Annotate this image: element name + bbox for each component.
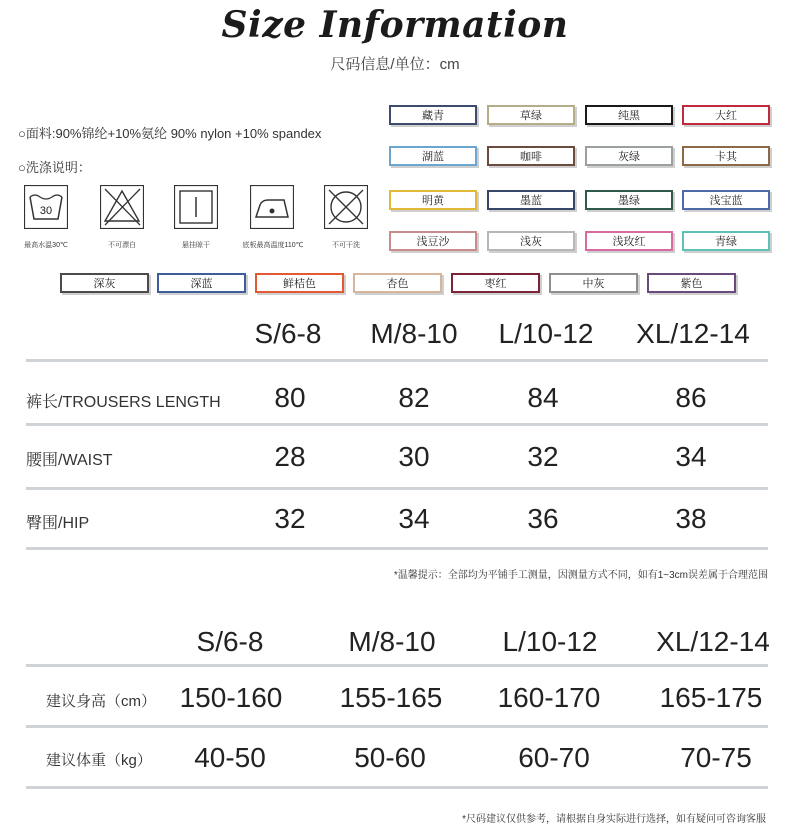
measurement-note: *温馨提示：全部均为平铺手工测量，因测量方式不同，如有1~3cm误差属于合理范围: [393, 570, 768, 581]
color-chip[interactable]: [585, 146, 673, 166]
color-chip-label: 枣红: [484, 278, 507, 290]
color-chip[interactable]: [682, 190, 770, 210]
wash-temp-number: 30: [39, 205, 53, 217]
color-chip-label: 浅豆沙: [416, 236, 450, 248]
color-chip[interactable]: [549, 273, 638, 293]
color-chip-label: 墨蓝: [520, 195, 542, 207]
color-chip-label: 深灰: [93, 278, 116, 290]
page-subtitle: 尺码信息/单位：cm: [330, 56, 460, 73]
size-header: M/8-10: [348, 626, 436, 657]
table-divider: [26, 786, 768, 789]
color-chip-label: 明黄: [422, 195, 444, 207]
table-cell: 80: [274, 382, 306, 413]
row-label-height: 建议身高（cm）: [46, 693, 156, 710]
material-info: ○面料:90%锦纶+10%氨纶 90% nylon +10% spandex: [18, 126, 322, 141]
table-divider: [26, 725, 768, 728]
table-divider: [26, 359, 768, 362]
color-chip-label: 紫色: [680, 278, 703, 290]
table-cell: 50-60: [354, 742, 426, 773]
table-divider: [26, 423, 768, 426]
table-cell: 38: [675, 503, 707, 534]
wash-label-no-dry-clean: 不可干洗: [332, 242, 360, 249]
page-title: Size Information: [221, 4, 569, 46]
size-header: XL/12-14: [636, 318, 750, 349]
color-chip-label: 卡其: [715, 151, 737, 163]
row-label-weight: 建议体重（kg）: [46, 752, 152, 769]
wash-30-icon: [24, 185, 68, 229]
table-cell: 32: [274, 503, 306, 534]
color-chip-label: 纯黑: [618, 110, 640, 122]
wash-instructions-title: ○洗涤说明：: [18, 160, 91, 175]
color-chip[interactable]: [157, 273, 246, 293]
color-chip[interactable]: [682, 146, 770, 166]
color-chip-label: 深蓝: [190, 278, 213, 290]
color-chip[interactable]: [487, 190, 575, 210]
color-chip[interactable]: [353, 273, 442, 293]
color-chip-label: 墨绿: [618, 195, 640, 207]
no-bleach-icon: [100, 185, 144, 229]
size-header: M/8-10: [370, 318, 458, 349]
color-chip[interactable]: [682, 105, 770, 125]
table-divider: [26, 664, 768, 667]
table-cell: 160-170: [497, 682, 601, 713]
color-chip-label: 青绿: [715, 236, 737, 248]
color-chip-label: 浅宝蓝: [709, 195, 743, 207]
size-advice-note: *尺码建议仅供参考，请根据自身实际进行选择，如有疑问可咨询客服: [462, 814, 766, 825]
size-header: L/10-12: [498, 318, 594, 349]
table-cell: 34: [398, 503, 430, 534]
color-chip[interactable]: [487, 231, 575, 251]
color-chip[interactable]: [487, 146, 575, 166]
wash-label-temp: 最高水温30℃: [24, 242, 68, 249]
wash-label-hang-dry: 悬挂晾干: [182, 242, 210, 249]
color-chip[interactable]: [389, 105, 477, 125]
color-chip[interactable]: [389, 146, 477, 166]
color-chip[interactable]: [451, 273, 540, 293]
hang-dry-icon: [174, 185, 218, 229]
color-chip[interactable]: [585, 190, 673, 210]
table-cell: 36: [527, 503, 559, 534]
table-cell: 84: [527, 382, 559, 413]
table-divider: [26, 487, 768, 490]
color-chip[interactable]: [682, 231, 770, 251]
table-cell: 30: [398, 441, 430, 472]
size-header: XL/12-14: [656, 626, 770, 657]
color-chip[interactable]: [389, 190, 477, 210]
table-cell: 70-75: [680, 742, 752, 773]
no-dry-clean-icon: [324, 185, 368, 229]
color-chip-label: 浅玫红: [612, 236, 646, 248]
table-cell: 60-70: [518, 742, 590, 773]
size-header: S/6-8: [196, 626, 264, 657]
color-chip[interactable]: [647, 273, 736, 293]
table-cell: 82: [398, 382, 430, 413]
wash-label-iron: 底板最高温度110℃: [242, 242, 304, 249]
color-chip-label: 灰绿: [618, 151, 640, 163]
color-chip-label: 咖啡: [520, 151, 542, 163]
color-chip[interactable]: [585, 105, 673, 125]
size-header: S/6-8: [254, 318, 322, 349]
table-cell: 155-165: [339, 682, 443, 713]
color-chip-label: 鲜桔色: [283, 278, 316, 290]
color-chip[interactable]: [487, 105, 575, 125]
color-chip-label: 藏青: [422, 110, 444, 122]
color-chip-label: 草绿: [520, 110, 542, 122]
color-chip-label: 中灰: [582, 278, 605, 290]
color-chip[interactable]: [585, 231, 673, 251]
table-cell: 32: [527, 441, 559, 472]
color-chip[interactable]: [60, 273, 149, 293]
row-label-waist: 腰围/WAIST: [26, 452, 113, 469]
color-chip-label: 浅灰: [520, 236, 542, 248]
table-cell: 34: [675, 441, 707, 472]
row-label-hip: 臀围/HIP: [26, 515, 90, 532]
table-cell: 165-175: [659, 682, 763, 713]
color-chip[interactable]: [389, 231, 477, 251]
row-label-trousers-length: 裤长/TROUSERS LENGTH: [26, 394, 221, 411]
wash-label-no-bleach: 不可漂白: [108, 242, 136, 249]
color-chip-label: 杏色: [386, 278, 409, 290]
size-header: L/10-12: [502, 626, 598, 657]
color-chip[interactable]: [255, 273, 344, 293]
table-cell: 86: [675, 382, 707, 413]
iron-110-icon: [250, 185, 294, 229]
color-chip-label: 大红: [715, 110, 737, 122]
table-cell: 150-160: [179, 682, 283, 713]
table-divider: [26, 547, 768, 550]
table-cell: 40-50: [194, 742, 266, 773]
color-chip-label: 湖蓝: [422, 151, 444, 163]
table-cell: 28: [274, 441, 306, 472]
